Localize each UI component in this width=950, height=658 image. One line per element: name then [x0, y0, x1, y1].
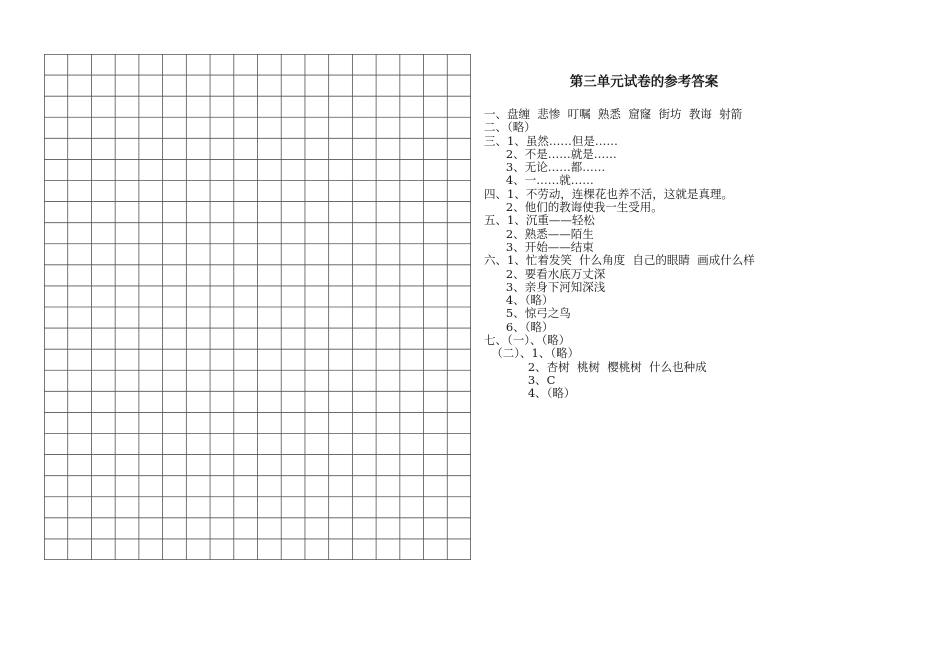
answer-line: 五、1、沉重——轻松 — [484, 213, 595, 228]
answer-line: 3、亲身下河知深浅 — [484, 279, 606, 294]
answer-line: 2、不是……就是…… — [484, 146, 617, 161]
answer-line: 4、（略） — [484, 293, 554, 308]
answer-line: 四、1、不劳动，连棵花也养不活，这就是真理。 — [484, 186, 733, 201]
answer-line: 2、杏树 桃树 樱桃树 什么也种成 — [484, 359, 707, 374]
answer-line: 4、一……就…… — [484, 173, 594, 188]
writing-grid — [44, 54, 471, 560]
answer-line: （二）、1、（略） — [484, 346, 580, 361]
answer-line: 5、惊弓之鸟 — [484, 306, 571, 321]
answer-line: 2、熟悉——陌生 — [484, 226, 594, 241]
answer-key-title: 第三单元试卷的参考答案 — [569, 74, 719, 90]
answer-line: 4、（略） — [484, 386, 576, 401]
answer-line: 二、（略） — [484, 120, 536, 135]
answer-line: 七、（一）、（略） — [484, 333, 571, 348]
answer-line: 2、要看水底万丈深 — [484, 266, 606, 281]
answer-key — [484, 74, 924, 401]
answer-line: 3、C — [484, 372, 556, 387]
answer-line: 六、1、忙着发笑 什么角度 自己的眼睛 画成什么样 — [484, 253, 755, 268]
answer-line: 3、开始——结束 — [484, 239, 594, 254]
answer-line: 一、盘缠 悲惨 叮嘱 熟悉 窟窿 街坊 教诲 射箭 — [484, 107, 743, 121]
answer-line: 3、无论……都…… — [484, 160, 606, 175]
answer-lines — [484, 108, 924, 401]
answer-line: 2、他们的教诲使我一生受用。 — [484, 200, 663, 215]
answer-line: 6、（略） — [484, 319, 554, 334]
answer-line: 三、1、虽然……但是…… — [484, 133, 618, 148]
